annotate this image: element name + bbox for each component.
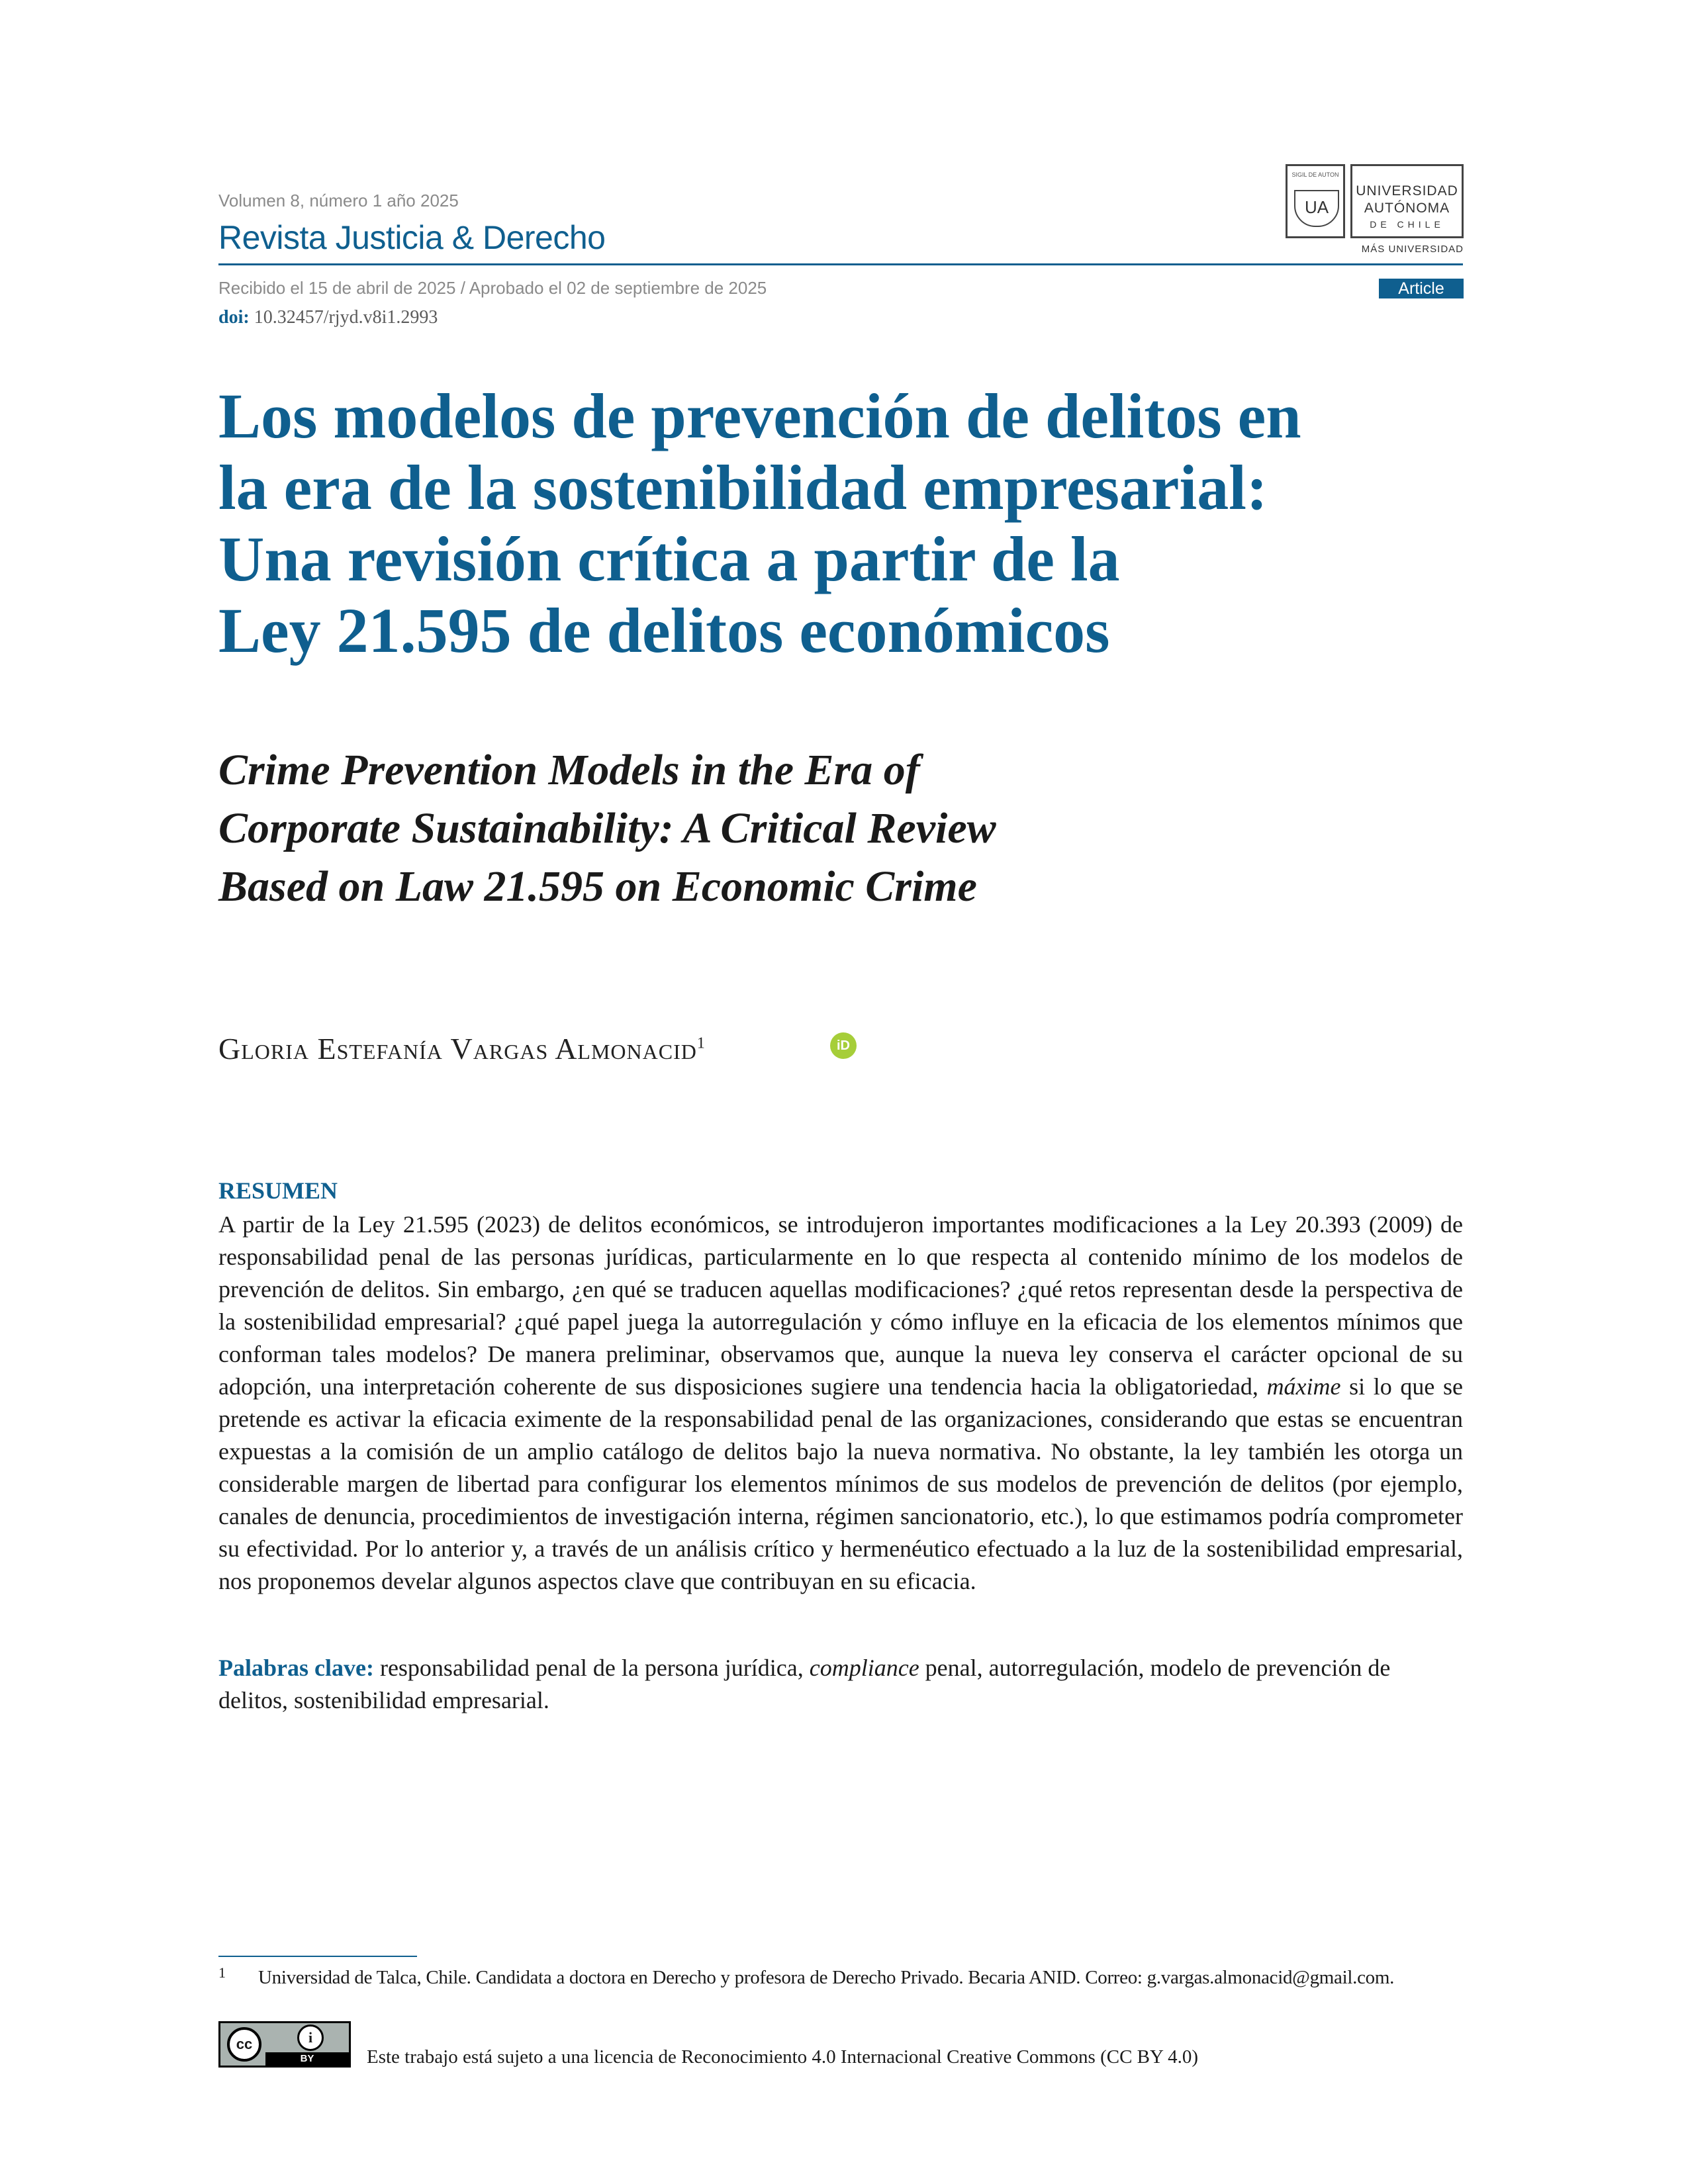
header-rule [218,263,1463,265]
footnote-text: Universidad de Talca, Chile. Candidata a doctora en Derecho y profesora de Derecho Privado. Becaria ANID. Correo: g.vargas.almonacid@gmail.com. [258,1967,1395,1988]
author [218,1031,706,1066]
logo-tagline: MÁS UNIVERSIDAD [1361,244,1464,255]
abstract-body [218,1208,1463,1598]
logo-line-1: UNIVERSIDAD [1356,183,1458,199]
cc-icon: cc [227,2027,261,2062]
article-title [218,381,1476,666]
keywords-text: penal, autorregulación, modelo de prevención de delitos, sostenibilidad empresarial. [218,1655,1391,1713]
logo-line-3: DE CHILE [1370,219,1444,230]
subtitle-line: Based on Law 21.595 on Economic Crime [218,862,977,911]
orcid-icon[interactable]: iD [830,1032,857,1059]
abstract-heading: RESUMEN [218,1177,338,1204]
shield-arc-text: SIGIL DE AUTON [1291,171,1339,178]
keywords-text: responsabilidad penal de la persona jurídica, [379,1655,804,1681]
title-line: Los modelos de prevención de delitos en [218,381,1301,451]
journal-name: Revista Justicia & Derecho [218,219,606,256]
submission-dates: Recibido el 15 de abril de 2025 / Aprobado el 02 de septiembre de 2025 [218,278,767,298]
doi-link[interactable]: 10.32457/rjyd.v8i1.2993 [254,307,438,328]
doi-label: doi: [218,307,250,328]
abstract-text: si lo que se pretende es activar la eficacia eximente de la responsabilidad penal de las organizaciones, considerando que estas se encuentran expuestas a la comisión de un amplio catálogo de delitos bajo la nueva normativa. No obstante, la ley también les otorga un considerable margen de libertad para configurar los elementos mínimos de sus modelos de prevención de delitos (por ejemplo, canales de denuncia, procedimientos de investigación interna, régimen sancionatorio, etc.), lo que estimamos podría comprometer su efectividad. Por lo anterior y, a través de un análisis crítico y hermenéutico efectuado a la luz de la sostenibilidad empresarial, nos proponemos develar algunos aspectos clave que contribuyan en su eficacia. [218,1373,1464,1594]
doi [218,307,438,328]
volume-info: Volumen 8, número 1 año 2025 [218,191,459,210]
subtitle-line: Corporate Sustainability: A Critical Review [218,804,996,852]
keywords [218,1652,1463,1717]
english-title [218,741,1476,916]
article-type-badge: Article [1379,279,1464,298]
by-label: BY [265,2052,349,2066]
subtitle-line: Crime Prevention Models in the Era of [218,746,920,794]
abstract-text: A partir de la Ley 21.595 (2023) de delitos económicos, se introdujeron importantes modificaciones a la Ley 20.393 (2009) de responsabilidad penal de las personas jurídicas, particularmente en lo que respecta al contenido mínimo de los modelos de prevención de delitos. Sin embargo, ¿en qué se traducen aquellas modificaciones? ¿qué retos representan desde la perspectiva de la sostenibilidad empresarial? ¿qué papel juega la autorregulación y cómo influye en la eficacia de los elementos mínimos que conforman tales modelos? De manera preliminar, observamos que, aunque la nueva ley conserva el carácter opcional de su adopción, una interpretación coherente de sus disposiciones sugiere una tendencia hacia la obligatoriedad, [218,1211,1463,1400]
university-shield-logo [1286,164,1345,238]
cc-by-license-badge[interactable] [218,2021,351,2068]
footnote-number: 1 [218,1964,226,1981]
keywords-label: Palabras clave: [218,1655,374,1681]
author-name: Gloria Estefanía Vargas Almonacid [218,1032,697,1066]
title-line: Una revisión crítica a partir de la [218,523,1120,594]
title-line: la era de la sostenibilidad empresarial: [218,452,1268,523]
shield-initials: UA [1294,190,1339,227]
university-name-logo [1350,164,1464,238]
license-text: Este trabajo está sujeto a una licencia de Reconocimiento 4.0 Internacional Creative Commons (CC BY 4.0) [367,2046,1199,2068]
attribution-icon: i [297,2025,324,2051]
keywords-italic: compliance [809,1655,919,1681]
title-line: Ley 21.595 de delitos económicos [218,595,1110,666]
footnote-rule [218,1956,417,1957]
abstract-italic: máxime [1266,1373,1341,1400]
logo-line-2: AUTÓNOMA [1364,201,1450,216]
author-footnote-mark[interactable]: 1 [696,1034,706,1052]
